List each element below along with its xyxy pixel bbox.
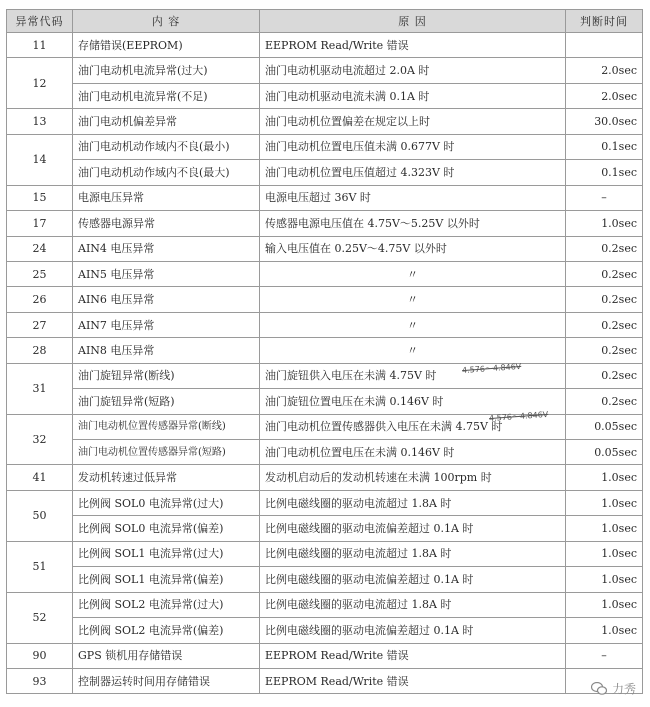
code-cell: 11 <box>7 33 73 58</box>
code-cell: 12 <box>7 58 73 109</box>
cause-cell: 油门电动机位置传感器供入电压在未满 4.75V 时 <box>260 414 566 439</box>
table-row <box>7 338 643 363</box>
content-cell: 存储错误(EEPROM) <box>73 33 260 58</box>
table-row <box>7 312 643 337</box>
cause-cell: 发动机启动后的发动机转速在未满 100rpm 时 <box>260 465 566 490</box>
table-row <box>7 236 643 261</box>
content-cell: 油门电动机动作域内不良(最小) <box>73 134 260 159</box>
table-row <box>7 160 643 185</box>
time-cell: – <box>566 643 643 668</box>
code-cell: 27 <box>7 312 73 337</box>
table-row <box>7 440 643 465</box>
content-cell: 油门旋钮异常(断线) <box>73 363 260 388</box>
table-row <box>7 33 643 58</box>
content-cell: 油门旋钮异常(短路) <box>73 389 260 414</box>
time-cell: 1.0sec <box>566 465 643 490</box>
header-content: 内 容 <box>73 10 260 33</box>
header-cause: 原 因 <box>260 10 566 33</box>
table-row <box>7 490 643 515</box>
code-cell: 50 <box>7 490 73 541</box>
time-cell <box>566 33 643 58</box>
header-time: 判断时间 <box>566 10 643 33</box>
content-cell: 电源电压异常 <box>73 185 260 210</box>
cause-cell: 油门电动机位置电压值超过 4.323V 时 <box>260 160 566 185</box>
table-row <box>7 668 643 693</box>
code-cell: 28 <box>7 338 73 363</box>
time-cell: 0.1sec <box>566 160 643 185</box>
code-cell: 13 <box>7 109 73 134</box>
time-cell: 1.0sec <box>566 516 643 541</box>
content-cell: 比例阀 SOL2 电流异常(偏差) <box>73 618 260 643</box>
code-cell: 93 <box>7 668 73 693</box>
time-cell: 0.2sec <box>566 363 643 388</box>
time-cell: 1.0sec <box>566 211 643 236</box>
time-cell: 0.2sec <box>566 389 643 414</box>
time-cell: – <box>566 185 643 210</box>
code-cell: 41 <box>7 465 73 490</box>
cause-cell: 油门电动机位置电压值未满 0.677V 时 <box>260 134 566 159</box>
time-cell: 0.2sec <box>566 261 643 286</box>
code-cell: 17 <box>7 211 73 236</box>
content-cell: AIN6 电压异常 <box>73 287 260 312</box>
content-cell: 比例阀 SOL1 电流异常(过大) <box>73 541 260 566</box>
content-cell: GPS 锁机用存储错误 <box>73 643 260 668</box>
header-code: 异常代码 <box>7 10 73 33</box>
content-cell: 传感器电源异常 <box>73 211 260 236</box>
code-cell: 52 <box>7 592 73 643</box>
time-cell: 0.05sec <box>566 440 643 465</box>
time-cell: 1.0sec <box>566 541 643 566</box>
cause-cell: 输入电压值在 0.25V～4.75V 以外时 <box>260 236 566 261</box>
content-cell: 油门电动机位置传感器异常(短路) <box>73 440 260 465</box>
code-cell: 31 <box>7 363 73 414</box>
table-row <box>7 287 643 312</box>
cause-cell: EEPROM Read/Write 错误 <box>260 33 566 58</box>
time-cell: 1.0sec <box>566 618 643 643</box>
table-row <box>7 185 643 210</box>
cause-cell: 油门电动机位置偏差在规定以上时 <box>260 109 566 134</box>
code-cell: 26 <box>7 287 73 312</box>
content-cell: 比例阀 SOL0 电流异常(过大) <box>73 490 260 515</box>
time-cell: 0.05sec <box>566 414 643 439</box>
table-row <box>7 261 643 286</box>
ditto-cell: 〃 <box>260 338 566 363</box>
code-cell: 14 <box>7 134 73 185</box>
cause-cell: 油门旋钮位置电压在未满 0.146V 时 <box>260 389 566 414</box>
cause-cell: 电源电压超过 36V 时 <box>260 185 566 210</box>
content-cell: 油门电动机动作域内不良(最大) <box>73 160 260 185</box>
content-cell: 比例阀 SOL0 电流异常(偏差) <box>73 516 260 541</box>
table-row <box>7 109 643 134</box>
code-cell: 51 <box>7 541 73 592</box>
time-cell: 2.0sec <box>566 58 643 83</box>
ditto-cell: 〃 <box>260 287 566 312</box>
cause-cell: 比例电磁线圈的驱动电流偏差超过 0.1A 时 <box>260 516 566 541</box>
time-cell: 0.2sec <box>566 312 643 337</box>
table-row <box>7 83 643 108</box>
table-row <box>7 134 643 159</box>
table-row <box>7 516 643 541</box>
cause-cell: 油门电动机驱动电流超过 2.0A 时 <box>260 58 566 83</box>
error-code-table <box>6 9 643 694</box>
table-row <box>7 363 643 388</box>
time-cell: 2.0sec <box>566 83 643 108</box>
time-cell: 30.0sec <box>566 109 643 134</box>
content-cell: 油门电动机偏差异常 <box>73 109 260 134</box>
table-header-row <box>7 10 643 33</box>
table-row <box>7 643 643 668</box>
content-cell: AIN5 电压异常 <box>73 261 260 286</box>
ditto-cell: 〃 <box>260 312 566 337</box>
struck-annotation: 4.576～4.846V <box>488 409 549 424</box>
content-cell: 油门电动机电流异常(过大) <box>73 58 260 83</box>
table-row <box>7 211 643 236</box>
table-row <box>7 592 643 617</box>
content-cell: 油门电动机电流异常(不足) <box>73 83 260 108</box>
content-cell: 油门电动机位置传感器异常(断线) <box>73 414 260 439</box>
table-row <box>7 567 643 592</box>
code-cell: 25 <box>7 261 73 286</box>
code-cell: 15 <box>7 185 73 210</box>
content-cell: AIN4 电压异常 <box>73 236 260 261</box>
ditto-cell: 〃 <box>260 261 566 286</box>
time-cell: 0.2sec <box>566 236 643 261</box>
cause-cell: 比例电磁线圈的驱动电流偏差超过 0.1A 时 <box>260 567 566 592</box>
cause-cell: 传感器电源电压值在 4.75V～5.25V 以外时 <box>260 211 566 236</box>
content-cell: 比例阀 SOL1 电流异常(偏差) <box>73 567 260 592</box>
code-cell: 90 <box>7 643 73 668</box>
cause-cell: 比例电磁线圈的驱动电流超过 1.8A 时 <box>260 592 566 617</box>
cause-cell: 比例电磁线圈的驱动电流超过 1.8A 时 <box>260 490 566 515</box>
time-cell: 0.2sec <box>566 338 643 363</box>
content-cell: 比例阀 SOL2 电流异常(过大) <box>73 592 260 617</box>
cause-cell: EEPROM Read/Write 错误 <box>260 643 566 668</box>
cause-cell: 比例电磁线圈的驱动电流超过 1.8A 时 <box>260 541 566 566</box>
time-cell: 1.0sec <box>566 567 643 592</box>
cause-cell: 比例电磁线圈的驱动电流偏差超过 0.1A 时 <box>260 618 566 643</box>
content-cell: 控制器运转时间用存储错误 <box>73 668 260 693</box>
table-row <box>7 465 643 490</box>
code-cell: 24 <box>7 236 73 261</box>
wechat-icon <box>591 682 607 695</box>
code-cell: 32 <box>7 414 73 465</box>
time-cell: 1.0sec <box>566 592 643 617</box>
cause-cell: 油门电动机位置电压在未满 0.146V 时 <box>260 440 566 465</box>
cause-cell: 油门旋钮供入电压在未满 4.75V 时 <box>260 363 566 388</box>
time-cell: 0.2sec <box>566 287 643 312</box>
table-row <box>7 541 643 566</box>
watermark <box>591 680 636 697</box>
time-cell: 0.1sec <box>566 134 643 159</box>
time-cell: 1.0sec <box>566 490 643 515</box>
content-cell: AIN8 电压异常 <box>73 338 260 363</box>
table-row <box>7 618 643 643</box>
struck-annotation: 4.576～4.846V <box>461 361 522 376</box>
content-cell: AIN7 电压异常 <box>73 312 260 337</box>
cause-cell: EEPROM Read/Write 错误 <box>260 668 566 693</box>
table-row <box>7 58 643 83</box>
watermark-text: 力秀 <box>611 682 636 696</box>
cause-cell: 油门电动机驱动电流未满 0.1A 时 <box>260 83 566 108</box>
content-cell: 发动机转速过低异常 <box>73 465 260 490</box>
